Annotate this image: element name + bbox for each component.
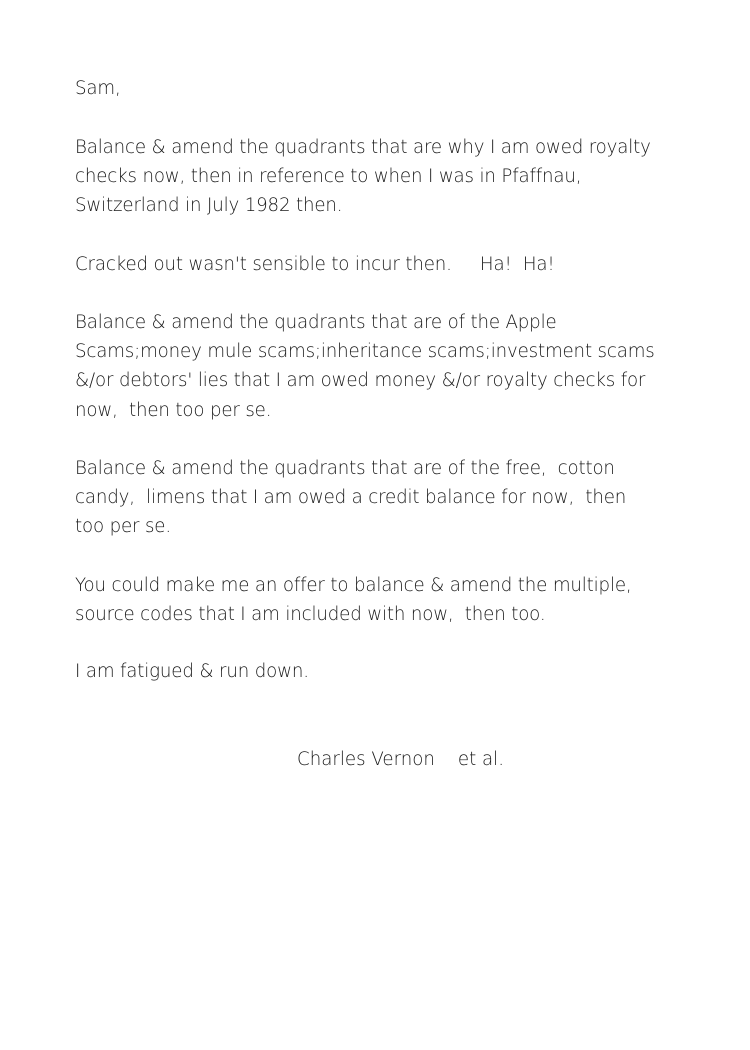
- paragraph-line: now, then too per se.: [75, 399, 272, 421]
- paragraph-line: source codes that I am included with now, then too.: [75, 604, 546, 626]
- paragraph-line: Scams;money mule scams;inheritance scams;investment scams: [75, 341, 655, 363]
- paragraph-line: You could make me an offer to balance & amend the multiple,: [75, 575, 632, 596]
- paragraph-line: checks now, then in reference to when I was in Pfaffnau,: [75, 166, 582, 188]
- paragraph-line: Balance & amend the quadrants that are why I am owed royalty: [75, 137, 651, 158]
- paragraph-scams: [75, 308, 685, 425]
- paragraph-cracked-out: [75, 250, 685, 279]
- signature-name: Charles Vernon: [297, 749, 435, 770]
- paragraph-royalty-checks: [75, 133, 685, 221]
- paragraph-fatigued: [75, 657, 685, 686]
- paragraph-line: candy, limens that I am owed a credit balance for now, then: [75, 487, 627, 509]
- signature-suffix: et al.: [457, 749, 504, 770]
- salutation: [75, 74, 685, 103]
- paragraph-line: too per se.: [75, 516, 171, 538]
- paragraph-line: Balance & amend the quadrants that are of the Apple: [75, 312, 557, 333]
- paragraph-offer: [75, 571, 685, 629]
- paragraph-line: Cracked out wasn't sensible to incur then. Ha! Ha!: [75, 254, 555, 275]
- signature: [297, 745, 504, 774]
- paragraph-line: &/or debtors' lies that I am owed money &/or royalty checks for: [75, 370, 646, 392]
- salutation-text: Sam,: [75, 78, 121, 99]
- paragraph-line: I am fatigued & run down.: [75, 661, 309, 682]
- paragraph-cotton-candy: [75, 454, 685, 542]
- paragraph-line: Balance & amend the quadrants that are of the free, cotton: [75, 458, 615, 479]
- paragraph-line: Switzerland in July 1982 then.: [75, 195, 343, 217]
